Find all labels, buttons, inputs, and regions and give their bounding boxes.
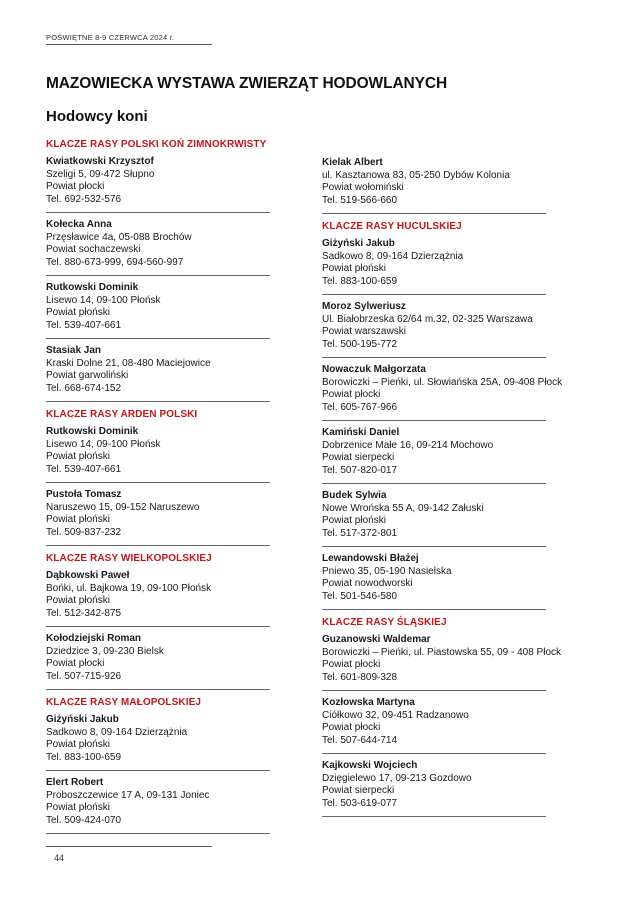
breeder-name: Rutkowski Dominik <box>46 282 139 293</box>
breeder-phone: Tel. 883-100-659 <box>322 275 398 287</box>
breeder-county: Powiat sierpecki <box>322 785 395 796</box>
breeder-name: Giżyński Jakub <box>46 714 119 725</box>
breeder-address: Lisewo 14, 09-100 Płońsk <box>46 294 161 306</box>
breeder-address: Sadkowo 8, 09-164 Dzierzążnia <box>46 726 188 738</box>
breeder-county: Powiat płoński <box>46 739 110 750</box>
breeder-address: Lisewo 14, 09-100 Płońsk <box>46 438 161 450</box>
breeder-address: Borowiczki – Pieńki, ul. Słowiańska 25A, 09-408 Płock <box>322 376 563 388</box>
breeder-county: Powiat warszawski <box>322 326 406 337</box>
breeder-name: Kamiński Daniel <box>322 427 400 438</box>
breeder-name: Kołodziejski Roman <box>46 633 142 644</box>
breeder-phone: Tel. 500-195-772 <box>322 338 398 350</box>
breeder-entry <box>322 697 546 754</box>
breeder-entry <box>322 157 546 214</box>
breeder-name: Guzanowski Waldemar <box>322 634 431 645</box>
breeder-address: Kraski Dolne 21, 08-480 Maciejowice <box>46 357 211 369</box>
breeder-county: Powiat płoński <box>46 802 110 813</box>
breeder-phone: Tel. 517-372-801 <box>322 527 398 539</box>
breeder-address: Sadkowo 8, 09-164 Dzierzążnia <box>322 250 464 262</box>
breeder-entry <box>46 156 270 213</box>
breeder-county: Powiat garwoliński <box>46 370 129 381</box>
breeder-county: Powiat nowodworski <box>322 578 413 589</box>
breeder-entry <box>46 345 270 402</box>
breeder-county: Powiat płocki <box>46 181 105 192</box>
breeder-phone: Tel. 605-767-966 <box>322 401 398 413</box>
breeder-address: ul. Kasztanowa 83, 05-250 Dybów Kolonia <box>322 169 510 181</box>
breeder-entry <box>322 490 546 547</box>
breeder-entry <box>322 553 546 610</box>
breeder-entry <box>46 570 270 627</box>
breeder-entry <box>322 760 546 817</box>
breeder-phone: Tel. 512-342-875 <box>46 607 122 619</box>
breeder-address: Dobrzenice Małe 16, 09-214 Mochowo <box>322 439 494 451</box>
breeder-phone: Tel. 539-407-661 <box>46 463 122 475</box>
breeder-county: Powiat płocki <box>322 659 381 670</box>
breeder-phone: Tel. 501-546-580 <box>322 590 398 602</box>
breeder-entry <box>322 238 546 295</box>
right-column <box>322 157 563 823</box>
breeder-entry <box>322 364 563 421</box>
breeder-county: Powiat płoński <box>46 595 110 606</box>
breeder-county: Powiat płocki <box>46 658 105 669</box>
breeder-address: Nowe Wrońska 55 A, 09-142 Załuski <box>322 502 484 514</box>
breeder-entry <box>46 282 270 339</box>
breeder-county: Powiat sochaczewski <box>46 244 141 255</box>
breeder-phone: Tel. 519-566-660 <box>322 194 398 206</box>
breeder-county: Powiat wołomiński <box>322 182 404 193</box>
breeder-name: Moroz Sylweriusz <box>322 301 406 312</box>
breeder-phone: Tel. 601-809-328 <box>322 671 398 683</box>
breeder-county: Powiat płoński <box>322 263 386 274</box>
breeder-phone: Tel. 507-715-926 <box>46 670 122 682</box>
breeder-phone: Tel. 509-424-070 <box>46 814 122 826</box>
breeder-phone: Tel. 692-532-576 <box>46 193 122 205</box>
breeder-phone: Tel. 668-674-152 <box>46 382 122 394</box>
breeder-phone: Tel. 880-673-999, 694-560-997 <box>46 256 184 268</box>
category-heading: KLACZE RASY HUCULSKIEJ <box>322 221 462 232</box>
breeder-name: Kozłowska Martyna <box>322 697 415 708</box>
breeder-name: Kajkowski Wojciech <box>322 760 418 771</box>
breeder-county: Powiat płocki <box>322 389 381 400</box>
breeder-phone: Tel. 507-644-714 <box>322 734 398 746</box>
breeder-address: Proboszczewice 17 A, 09-131 Joniec <box>46 789 210 801</box>
breeder-name: Rutkowski Dominik <box>46 426 139 437</box>
running-head-rule <box>46 44 212 45</box>
breeder-county: Powiat płoński <box>46 514 110 525</box>
breeder-address: Pniewo 35, 05-190 Nasielska <box>322 565 452 577</box>
breeder-county: Powiat płoński <box>46 307 110 318</box>
breeder-name: Dąbkowski Paweł <box>46 570 130 581</box>
breeder-phone: Tel. 883-100-659 <box>46 751 122 763</box>
breeder-address: Dzięgielewo 17, 09-213 Gozdowo <box>322 772 472 784</box>
breeder-county: Powiat sierpecki <box>322 452 395 463</box>
breeder-entry <box>46 777 270 834</box>
running-head: POŚWIĘTNE 8-9 CZERWCA 2024 r. <box>46 33 175 42</box>
breeder-name: Kołecka Anna <box>46 219 112 230</box>
category-heading: KLACZE RASY ARDEN POLSKI <box>46 409 198 420</box>
breeder-address: Borowiczki – Pieńki, ul. Piastowska 55, 09 - 408 Płock <box>322 646 561 658</box>
breeder-address: Szeligi 5, 09-472 Słupno <box>46 168 155 180</box>
breeder-address: Ul. Białobrzeska 62/64 m.32, 02-325 Warszawa <box>322 313 533 325</box>
footer-rule <box>46 846 212 847</box>
breeder-phone: Tel. 503-619-077 <box>322 797 398 809</box>
page-title: MAZOWIECKA WYSTAWA ZWIERZĄT HODOWLANYCH <box>46 75 448 92</box>
breeder-name: Elert Robert <box>46 777 104 788</box>
breeder-address: Naruszewo 15, 09-152 Naruszewo <box>46 501 200 513</box>
left-column <box>46 138 270 840</box>
breeder-address: Przęsławice 4a, 05-088 Brochów <box>46 231 192 243</box>
breeder-entry <box>322 427 546 484</box>
breeder-entry <box>322 301 546 358</box>
breeder-name: Stasiak Jan <box>46 345 102 356</box>
category-heading: KLACZE RASY MAŁOPOLSKIEJ <box>46 697 202 708</box>
breeder-name: Kielak Albert <box>322 157 383 168</box>
breeder-name: Lewandowski Błażej <box>322 553 419 564</box>
breeder-phone: Tel. 507-820-017 <box>322 464 398 476</box>
breeder-county: Powiat płoński <box>46 451 110 462</box>
category-heading: KLACZE RASY ŚLĄSKIEJ <box>322 617 447 628</box>
breeder-entry <box>46 714 270 771</box>
breeder-entry <box>46 633 270 690</box>
breeder-entry <box>322 634 561 691</box>
breeder-name: Pustoła Tomasz <box>46 489 122 500</box>
breeder-county: Powiat płocki <box>322 722 381 733</box>
breeder-entry <box>46 489 270 546</box>
category-heading: KLACZE RASY WIELKOPOLSKIEJ <box>46 553 212 564</box>
breeder-phone: Tel. 539-407-661 <box>46 319 122 331</box>
breeder-address: Bońki, ul. Bajkowa 19, 09-100 Płońsk <box>46 582 212 594</box>
breeder-county: Powiat płoński <box>322 515 386 526</box>
breeder-name: Kwiatkowski Krzysztof <box>46 156 154 167</box>
breeder-entry <box>46 426 270 483</box>
breeder-name: Nowaczuk Małgorzata <box>322 364 426 375</box>
breeder-name: Giżyński Jakub <box>322 238 395 249</box>
breeder-entry <box>46 219 270 276</box>
breeder-phone: Tel. 509-837-232 <box>46 526 122 538</box>
breeder-address: Ciółkowo 32, 09-451 Radzanowo <box>322 709 469 721</box>
breeder-address: Dziedzice 3, 09-230 Bielsk <box>46 645 164 657</box>
page-number: 44 <box>54 853 65 863</box>
breeder-name: Budek Sylwia <box>322 490 387 501</box>
section-subtitle: Hodowcy koni <box>46 108 148 125</box>
category-heading: KLACZE RASY POLSKI KOŃ ZIMNOKRWISTY <box>46 139 267 150</box>
